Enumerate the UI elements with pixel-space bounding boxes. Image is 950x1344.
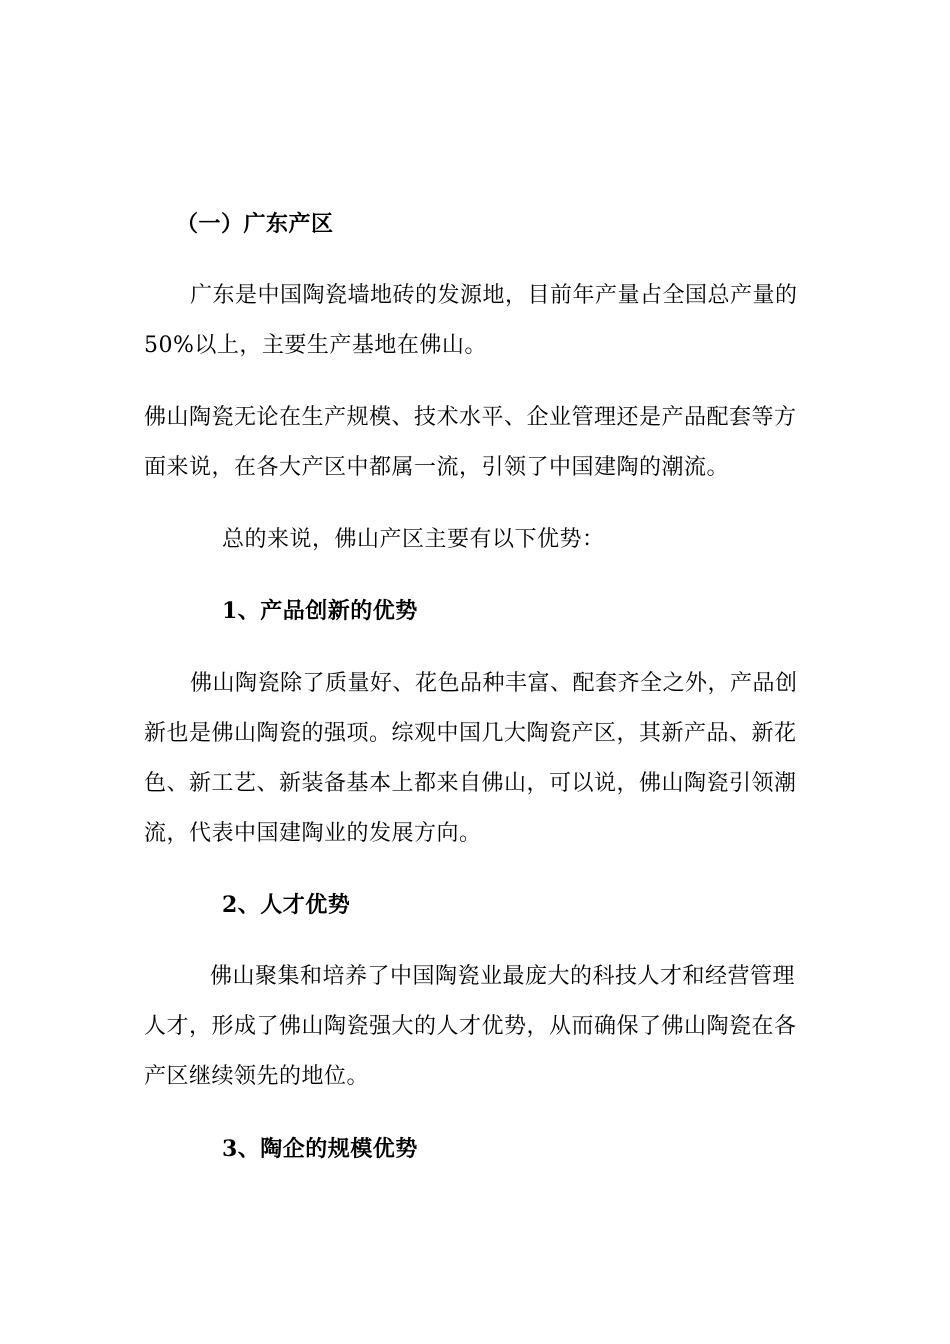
paragraph-5-line-3: 产区继续领先的地位。 bbox=[144, 1064, 370, 1089]
paragraph-1-line-1: 广东是中国陶瓷墙地砖的发源地，目前年产量占全国总产量的 bbox=[190, 283, 798, 308]
paragraph-4-line-4: 流，代表中国建陶业的发展方向。 bbox=[144, 821, 482, 846]
subheading-talent: 2、人才优势 bbox=[222, 892, 351, 918]
subheading-product-innovation: 1、产品创新的优势 bbox=[222, 598, 418, 624]
paragraph-4-line-3: 色、新工艺、新装备基本上都来自佛山，可以说，佛山陶瓷引领潮 bbox=[144, 771, 797, 796]
paragraph-1-line-2: 50%以上，主要生产基地在佛山。 bbox=[144, 333, 487, 358]
section-heading: （一）广东产区 bbox=[176, 211, 334, 237]
paragraph-4-line-1: 佛山陶瓷除了质量好、花色品种丰富、配套齐全之外，产品创 bbox=[190, 671, 798, 696]
paragraph-2-line-2: 面来说，在各大产区中都属一流，引领了中国建陶的潮流。 bbox=[144, 455, 730, 480]
paragraph-5-line-2: 人才，形成了佛山陶瓷强大的人才优势，从而确保了佛山陶瓷在各 bbox=[144, 1014, 797, 1039]
paragraph-4-line-2: 新也是佛山陶瓷的强项。综观中国几大陶瓷产区，其新产品、新花 bbox=[144, 721, 797, 746]
paragraph-3-line-1: 总的来说，佛山产区主要有以下优势： bbox=[222, 527, 605, 552]
paragraph-2-line-1: 佛山陶瓷无论在生产规模、技术水平、企业管理还是产品配套等方 bbox=[144, 405, 797, 430]
paragraph-5-line-1: 佛山聚集和培养了中国陶瓷业最庞大的科技人才和经营管理 bbox=[210, 964, 796, 989]
subheading-scale: 3、陶企的规模优势 bbox=[222, 1136, 418, 1162]
